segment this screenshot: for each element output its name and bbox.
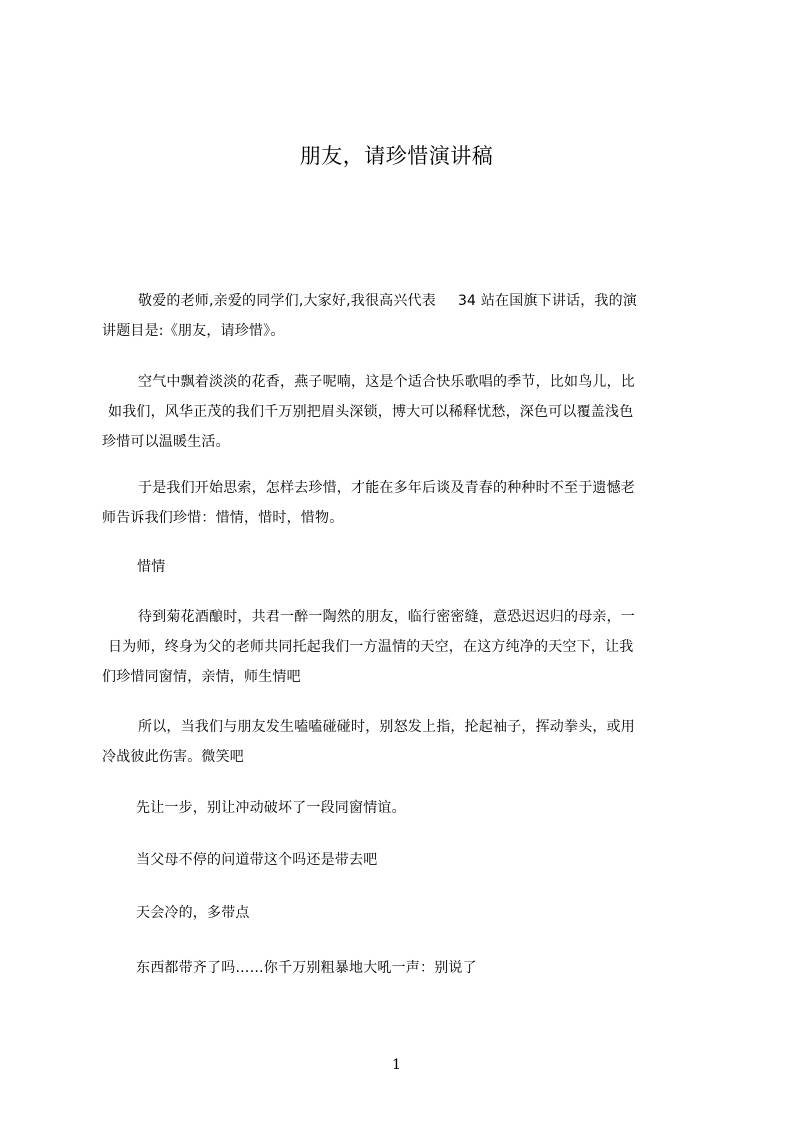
paragraph-line: 如我们，风华正茂的我们千万别把眉头深锁，博大可以稀释忧愁，深色可以覆盖浅色 xyxy=(108,404,634,420)
paragraph-line: 空气中飘着淡淡的花香，燕子呢喃，这是个适合快乐歌唱的季节，比如鸟儿，比 xyxy=(138,374,635,390)
paragraph-reflection xyxy=(102,473,707,533)
paragraph-text: 34 站在国旗下讲话，我的演 xyxy=(457,293,638,309)
section-heading-cherish-feelings xyxy=(102,552,707,582)
paragraph-line: 日为师，终身为父的老师共同托起我们一方温情的天空，在这方纯净的天空下，让我 xyxy=(108,639,634,655)
paragraph-line: 所以，当我们与朋友发生嗑嗑碰碰时，别怒发上指，抡起袖子，挥动拳头，或用 xyxy=(138,719,635,735)
paragraph-line: 于是我们开始思索，怎样去珍惜，才能在多年后谈及青春的种种时不至于遗憾老 xyxy=(138,480,635,496)
paragraph-cold xyxy=(102,898,707,928)
paragraph-text: 敬爱的老师,亲爱的同学们,大家好,我很高兴代表 xyxy=(138,293,436,309)
paragraph-line: 天会冷的，多带点 xyxy=(136,905,250,921)
paragraph-friends-family xyxy=(102,602,707,692)
paragraph-greeting xyxy=(102,286,707,346)
paragraph-line: 珍惜可以温暖生活。 xyxy=(102,434,230,450)
paragraph-line: 待到菊花酒酿时，共君一醉一陶然的朋友，临行密密缝，意恐迟迟归的母亲，一 xyxy=(138,609,635,625)
paragraph-line: 东西都带齐了吗……你千万别粗暴地大吼一声：别说了 xyxy=(136,960,477,976)
paragraph-spring xyxy=(102,367,707,457)
paragraph-line: 冷战彼此伤害。微笑吧 xyxy=(102,749,244,765)
paragraph-line xyxy=(102,286,707,316)
page-number: 1 xyxy=(392,1057,401,1073)
paragraph-line: 讲题目是:《朋友，请珍惜》。 xyxy=(102,323,285,339)
paragraph-parents xyxy=(102,845,707,875)
document-title: 朋友，请珍惜演讲稿 xyxy=(299,144,494,168)
paragraph-line: 当父母不停的问道带这个吗还是带去吧 xyxy=(136,852,378,868)
paragraph-line: 们珍惜同窗情，亲情，师生情吧 xyxy=(102,669,301,685)
paragraph-step-back xyxy=(102,793,707,823)
paragraph-line: 先让一步，别让冲动破坏了一段同窗情谊。 xyxy=(136,800,406,816)
paragraph-conflict xyxy=(102,712,707,772)
paragraph-line: 惜情 xyxy=(137,559,166,575)
paragraph-line: 师告诉我们珍惜：惜情，惜时，惜物。 xyxy=(102,510,344,526)
paragraph-packed xyxy=(102,953,707,983)
